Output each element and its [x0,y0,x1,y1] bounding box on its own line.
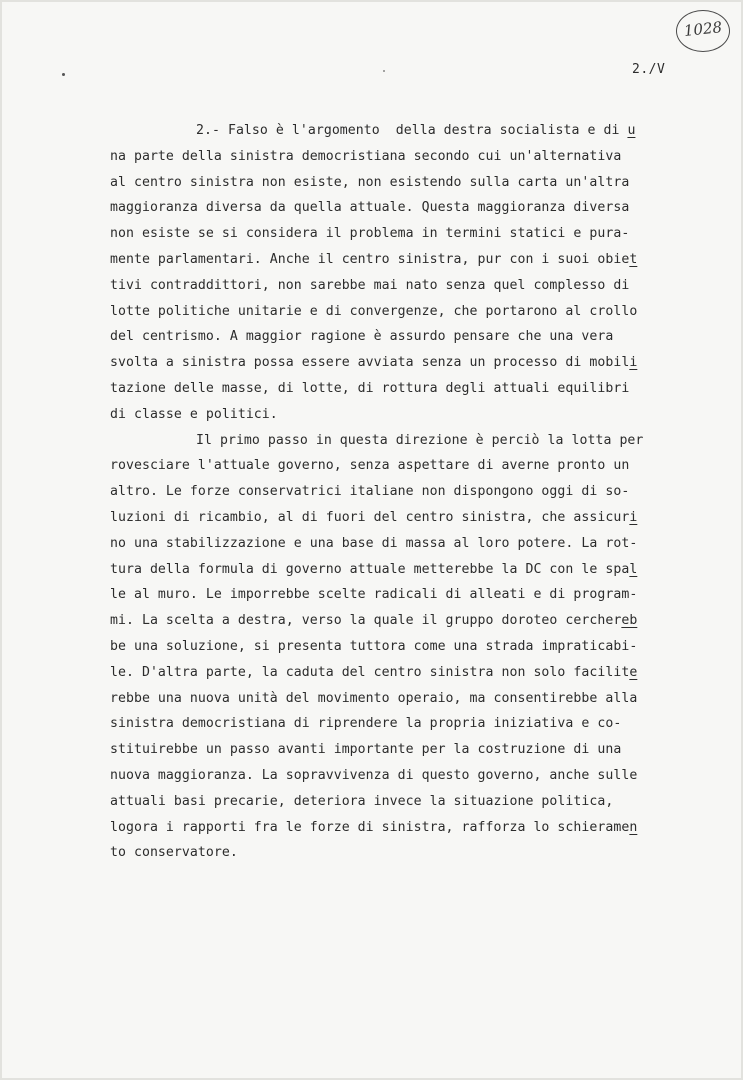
line-text: rovesciare l'attuale governo, senza aspettare di averne pronto un [110,458,630,474]
text-line [110,221,700,247]
line-text: maggioranza diversa da quella attuale. Questa maggioranza diversa [110,200,630,216]
line-text: be una soluzione, si presenta tuttora come una strada impraticabi- [110,638,638,654]
text-line [110,324,700,350]
text-line [110,428,700,454]
text-line [110,582,700,608]
line-text: del centrismo. A maggior ragione è assurdo pensare che una vera [110,329,614,345]
line-text: logora i rapporti fra le forze di sinistra, rafforza lo schierame [110,819,630,835]
underlined-hyphenation: l [629,561,638,577]
paragraph [110,428,700,867]
text-line [110,815,700,841]
text-line [110,376,700,402]
line-text: mente parlamentari. Anche il centro sinistra, pur con i suoi obie [110,251,630,267]
line-text: al centro sinistra non esiste, non esistendo sulla carta un'altra [110,174,630,190]
text-line [110,350,700,376]
text-line [110,557,700,583]
text-line [110,144,700,170]
line-text: stituirebbe un passo avanti importante per la costruzione di una [110,742,622,758]
line-text: 2.- Falso è l'argomento della destra socialista e di [196,123,628,138]
underlined-hyphenation: i [629,355,638,371]
text-line [110,273,700,299]
text-line [110,479,700,505]
text-line [110,505,700,531]
underlined-hyphenation: t [629,251,638,267]
text-line [110,195,700,221]
text-line [110,660,700,686]
line-text: Il primo passo in questa direzione è perciò la lotta per [196,432,644,448]
scan-speck [62,73,65,76]
text-line [110,686,700,712]
line-text: le al muro. Le imporrebbe scelte radicali di alleati e di program- [110,587,638,603]
line-text: attuali basi precarie, deteriora invece la situazione politica, [110,793,614,809]
text-line [110,247,700,273]
archive-stamp-number: 1028 [683,18,723,40]
scan-speck [383,70,385,72]
text-line [110,737,700,763]
line-text: svolta a sinistra possa essere avviata senza un processo di mobil [110,355,630,371]
line-text: tivi contraddittori, non sarebbe mai nato senza quel complesso di [110,277,630,293]
underlined-hyphenation: eb [621,613,638,629]
text-line [110,299,700,325]
line-text: lotte politiche unitarie e di convergenze, che portarono al crollo [110,303,638,319]
line-text: non esiste se si considera il problema in termini statici e pura- [110,226,630,242]
text-line [110,711,700,737]
document-body [110,118,700,866]
text-line [110,531,700,557]
line-text: na parte della sinistra democristiana secondo cui un'alternativa [110,148,622,164]
archive-stamp [676,10,730,52]
underlined-hyphenation: u [627,123,636,138]
text-line [110,634,700,660]
line-text: no una stabilizzazione e una base di massa al loro potere. La rot- [110,535,638,551]
text-line [110,608,700,634]
line-text: di classe e politici. [110,406,278,422]
line-text: tazione delle masse, di lotte, di rottura degli attuali equilibri [110,380,630,396]
line-text: altro. Le forze conservatrici italiane non dispongono oggi di so- [110,484,630,500]
line-text: mi. La scelta a destra, verso la quale il gruppo doroteo cercher [110,613,622,629]
text-line [110,170,700,196]
line-text: tura della formula di governo attuale metterebbe la DC con le spa [110,561,630,577]
text-line [110,840,700,866]
paragraph [110,118,700,428]
underlined-hyphenation: e [629,664,638,680]
underlined-hyphenation: n [629,819,638,835]
line-text: sinistra democristiana di riprendere la propria iniziativa e co- [110,716,622,732]
line-text: to conservatore. [110,845,238,861]
line-text: le. D'altra parte, la caduta del centro sinistra non solo facilit [110,664,630,680]
page-number: 2./V [632,62,666,77]
underlined-hyphenation: i [629,509,638,525]
line-text: nuova maggioranza. La sopravvivenza di questo governo, anche sulle [110,767,638,783]
text-line [110,402,700,428]
line-text: luzioni di ricambio, al di fuori del centro sinistra, che assicur [110,509,630,525]
text-line [110,118,700,144]
text-line [110,763,700,789]
text-line [110,789,700,815]
text-line [110,453,700,479]
line-text: rebbe una nuova unità del movimento operaio, ma consentirebbe alla [110,690,638,706]
